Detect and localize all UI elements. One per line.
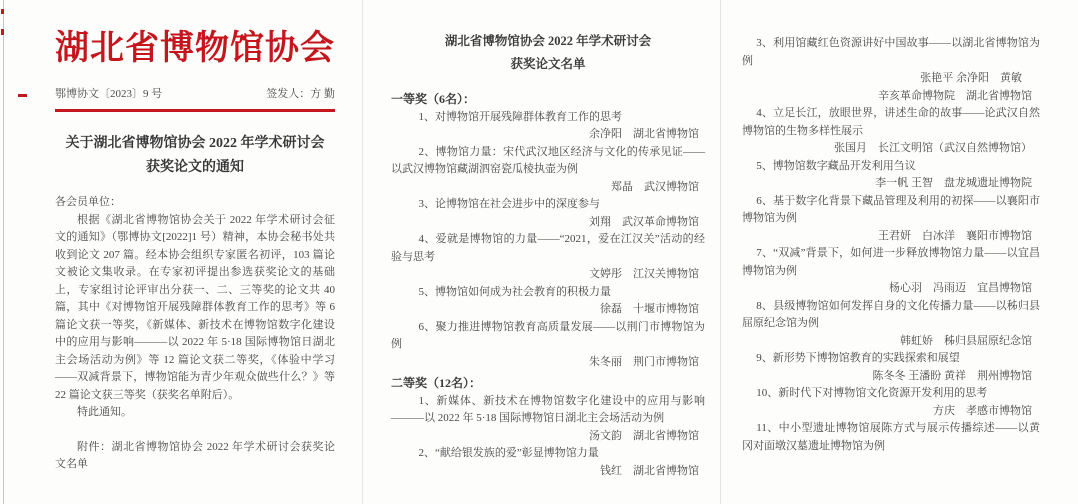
paper-authors: 文婷彤 江汉关博物馆 [589, 268, 699, 280]
paper-authors: 张艳平 余净阳 黄敏 [920, 72, 1022, 84]
award-list-page-2 [720, 0, 1078, 504]
list-title-line1: 湖北省博物馆协会 2022 年学术研讨会 [444, 34, 652, 48]
notice-closing: 特此通知。 [77, 406, 132, 418]
paper-authors: 陈冬冬 王潘盼 黄祥 荆州博物馆 [872, 369, 1032, 382]
issuer-name: 签发人：方 勤 [266, 88, 335, 100]
doc-number: 鄂博协文〔2023〕9 号 [55, 88, 163, 100]
list-title [391, 30, 705, 76]
paper-title: 1、新媒体、新技术在博物馆数字化建设中的应用与影响———以 2022 年 5·18 国际博物馆日湖北主会场活动为例 [391, 394, 705, 424]
paper-authors: 韩虹娇 秭归县屈原纪念馆 [900, 334, 1032, 347]
list-item [391, 109, 705, 144]
award-list-content-2 [721, 0, 1078, 455]
list-item [742, 298, 1040, 351]
notice-body [55, 194, 335, 474]
paper-title: 3、论博物馆在社会进步中的深度参与 [418, 198, 600, 210]
notice-title-line2: 获奖论文的通知 [146, 160, 244, 175]
paper-authors: 朱冬丽 荆门市博物馆 [589, 355, 699, 368]
list-item [742, 105, 1040, 158]
paper-title: 3、利用馆藏红色资源讲好中国故事——以湖北省博物馆为例 [742, 37, 1040, 67]
paper-authors: 汤文韵 湖北省博物馆 [589, 429, 699, 442]
award-list-content-1 [363, 0, 720, 480]
paper-authors: 方庆 孝感市博物馆 [933, 404, 1032, 417]
paper-authors: 郑晶 武汉博物馆 [611, 180, 699, 193]
paper-authors: 刘翔 武汉革命博物馆 [589, 215, 699, 228]
paper-title: 6、基于数字化背景下藏品管理及利用的初探——以襄阳市博物馆为例 [742, 194, 1040, 224]
letterhead-rule-fragment [18, 94, 27, 97]
notice-title-line1: 关于湖北省博物馆协会 2022 年学术研讨会 [65, 136, 325, 151]
notice-page [0, 0, 362, 504]
list-item [391, 144, 705, 197]
notice-paragraph: 根据《湖北省博物馆协会关于 2022 年学术研讨会征文的通知》（鄂博协文[2022]1 号）精神，本协会秘书处共收到论文 207 篇。经本协会组织专家匿名初评，103 篇论文被论文集收录。在专家初评提出参选获奖论文的基础上，专家组讨论评审出分获一、二、三等奖的论文共 40 篇，其中《对博物馆开展残障群体教育工作的思考》等 6 篇论文获一等奖，《新媒体、新技术在博物馆数字化建设中的应用与影响———以 2022 年 5·18 国际博物馆日湖北主会场活动为例》等 12 篇论文获二等奖，《体验中学习——双减背景下，博物馆能为青少年观众做些什么？》等 22 篇论文获三等奖（获奖名单附后）。 [55, 213, 335, 401]
list-item [391, 231, 705, 284]
paper-title: 9、新形势下博物馆教育的实践探索和展望 [756, 352, 960, 364]
paper-title: 10、新时代下对博物馆文化资源开发利用的思考 [756, 387, 988, 399]
list-title-line2: 获奖论文名单 [510, 57, 586, 71]
list-item [391, 284, 705, 319]
paper-title: 7、“双减”背景下，如何进一步释放博物馆力量——以宜昌博物馆为例 [742, 247, 1040, 277]
list-item [742, 245, 1040, 298]
salutation: 各会员单位： [55, 196, 121, 208]
list-item [742, 385, 1040, 420]
list-item [742, 35, 1040, 105]
award-list-page-1 [362, 0, 720, 504]
list-item [742, 420, 1040, 455]
first-prize-heading: 一等奖（6名）： [391, 92, 476, 106]
paper-title: 6、聚力推进博物馆教育高质量发展——以荆门市博物馆为例 [391, 320, 705, 350]
paper-title: 2、博物馆力量：宋代武汉地区经济与文化的传承见证——以武汉博物馆藏湖泗窑瓷瓜棱执壶为例 [391, 145, 705, 175]
paper-authors: 张国月 长江文明馆（武汉自然博物馆） [834, 142, 1032, 154]
paper-authors: 王君妍 白冰洋 襄阳市博物馆 [878, 229, 1032, 242]
paper-authors: 杨心羽 冯雨迈 宜昌博物馆 [889, 282, 1032, 294]
letterhead-rule [55, 109, 335, 112]
paper-title: 11、中小型遗址博物馆展陈方式与展示传播综述——以黄冈对面墩汉墓遗址博物馆为例 [742, 422, 1040, 452]
paper-title: 4、立足长江，放眼世界，讲述生命的故事——论武汉自然博物馆的生物多样性展示 [742, 107, 1040, 137]
paper-title: 5、博物馆如何成为社会教育的积极力量 [418, 285, 611, 298]
list-item [391, 393, 705, 446]
red-edge-mark [1, 29, 4, 35]
list-item [391, 445, 705, 480]
list-item [742, 193, 1040, 246]
red-edge-mark [1, 9, 4, 14]
list-item [742, 350, 1040, 385]
paper-title: 4、爱就是博物馆的力量——“2021，爱在江汉关”活动的经验与思考 [391, 233, 705, 263]
list-item [391, 319, 705, 372]
paper-author-affiliations: 辛亥革命博物院 湖北省博物馆 [878, 89, 1032, 102]
paper-title: 8、县级博物馆如何发挥自身的文化传播力量——以秭归县屈原纪念馆为例 [742, 299, 1040, 329]
paper-authors: 徐磊 十堰市博物馆 [600, 303, 699, 315]
scan-edge-line [3, 0, 4, 504]
paper-authors: 李一帆 王智 盘龙城遗址博物院 [875, 177, 1032, 189]
paper-authors: 余净阳 湖北省博物馆 [589, 128, 699, 140]
paper-title: 2、“献给银发族的爱”彰显博物馆力量 [418, 447, 599, 459]
doc-meta-row [55, 85, 335, 101]
list-item [742, 158, 1040, 193]
notice-title [55, 132, 335, 180]
attachment-line: 附件：湖北省博物馆协会 2022 年学术研讨会获奖论文名单 [55, 440, 335, 470]
paper-title: 5、博物馆数字藏品开发利用刍议 [756, 159, 916, 172]
paper-title: 1、对博物馆开展残障群体教育工作的思考 [418, 110, 622, 123]
org-letterhead-title: 湖北省博物馆协会 [55, 30, 335, 67]
paper-authors: 钱红 湖北省博物馆 [600, 464, 699, 477]
list-item [391, 196, 705, 231]
second-prize-heading: 二等奖（12名）： [391, 376, 482, 390]
notice-content [0, 20, 362, 474]
